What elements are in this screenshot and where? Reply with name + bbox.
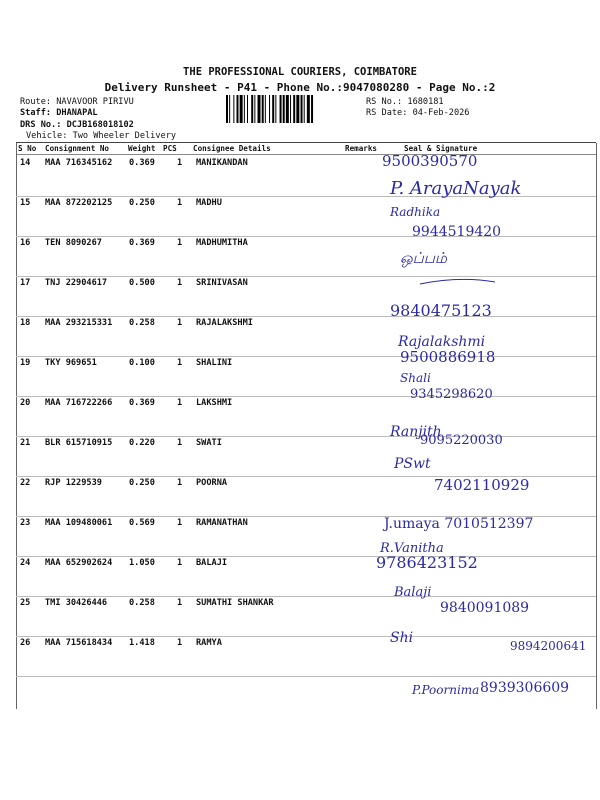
row-consignment-no: MAA 293215331 — [45, 318, 113, 328]
handwritten-phone: 9500390570 — [382, 152, 478, 170]
row-weight: 0.250 — [129, 198, 155, 208]
handwritten-phone: 9944519420 — [412, 224, 502, 240]
row-sno: 21 — [20, 438, 31, 448]
barcode-bar — [296, 95, 299, 123]
row-consignment-no: MAA 652902624 — [45, 558, 113, 568]
col-sno: S No — [18, 144, 37, 153]
row-pcs: 1 — [177, 558, 183, 568]
row-pcs: 1 — [177, 158, 183, 168]
row-sno: 17 — [20, 278, 31, 288]
route-label: Route: NAVAVOOR PIRIVU — [20, 97, 134, 107]
row-consignee-name: POORNA — [196, 478, 228, 488]
handwritten-signatures — [360, 148, 600, 708]
row-pcs: 1 — [177, 358, 183, 368]
scribble-mark — [420, 279, 495, 284]
row-sno: 25 — [20, 598, 31, 608]
row-consignment-no: MAA 109480061 — [45, 518, 113, 528]
row-sno: 20 — [20, 398, 31, 408]
barcode-bar — [280, 95, 282, 123]
row-weight: 0.100 — [129, 358, 155, 368]
row-sno: 19 — [20, 358, 31, 368]
col-weight: Weight — [128, 144, 156, 153]
barcode-bar — [290, 95, 291, 123]
handwritten-signature: Balaji — [394, 585, 432, 600]
barcode-bar — [247, 95, 248, 123]
barcode-bar — [301, 95, 303, 123]
row-consignee-name: SHALINI — [196, 358, 233, 368]
row-weight: 0.369 — [129, 158, 155, 168]
row-weight: 1.050 — [129, 558, 155, 568]
row-pcs: 1 — [177, 518, 183, 528]
row-consignment-no: RJP 1229539 — [45, 478, 102, 488]
barcode-bar — [258, 95, 261, 123]
row-consignee-name: MANIKANDAN — [196, 158, 248, 168]
row-weight: 0.258 — [129, 598, 155, 608]
row-weight: 0.220 — [129, 438, 155, 448]
col-consignee: Consignee Details — [193, 144, 271, 153]
barcode-bar — [307, 95, 310, 123]
handwritten-text: J.umaya 7010512397 — [384, 516, 534, 532]
row-weight: 0.500 — [129, 278, 155, 288]
barcode-bar — [229, 95, 230, 123]
handwritten-phone: 9345298620 — [410, 387, 493, 402]
row-consignment-no: TEN 8090267 — [45, 238, 102, 248]
row-sno: 14 — [20, 158, 31, 168]
row-pcs: 1 — [177, 478, 183, 488]
handwritten-signature: Shi — [390, 630, 414, 646]
row-sno: 18 — [20, 318, 31, 328]
barcode-bar — [275, 95, 276, 123]
row-consignment-no: TKY 969651 — [45, 358, 97, 368]
col-seal: Seal & Signature — [404, 144, 478, 153]
row-consignee-name: MADHUMITHA — [196, 238, 248, 248]
handwritten-phone: 9894200641 — [510, 639, 587, 653]
handwritten-phone: 9095220030 — [420, 433, 503, 448]
handwritten-signature: Rajalakshmi — [398, 334, 486, 350]
row-consignment-no: MAA 716345162 — [45, 158, 113, 168]
barcode-bar — [311, 95, 313, 123]
barcode-graphic — [226, 95, 362, 123]
handwritten-phone: 9840091089 — [440, 600, 530, 616]
barcode-bar — [272, 95, 274, 123]
col-consignment: Consignment No — [45, 144, 110, 153]
row-consignment-no: MAA 716722266 — [45, 398, 113, 408]
barcode-bar — [254, 95, 255, 123]
row-consignment-no: MAA 872202125 — [45, 198, 113, 208]
row-weight: 0.369 — [129, 398, 155, 408]
barcode-bar — [251, 95, 253, 123]
row-consignment-no: TMI 30426446 — [45, 598, 108, 608]
barcode-bar — [237, 95, 239, 123]
handwritten-signature: Radhika — [390, 205, 441, 219]
row-consignment-no: MAA 715618434 — [45, 638, 113, 648]
row-pcs: 1 — [177, 398, 183, 408]
handwritten-phone: 9500886918 — [400, 348, 496, 366]
runsheet-title: Delivery Runsheet - P41 - Phone No.:9047080280 - Page No.:2 — [104, 81, 496, 94]
barcode-bar — [226, 95, 228, 123]
handwritten-signature: Ranjith — [390, 424, 442, 440]
row-sno: 26 — [20, 638, 31, 648]
barcode-bar — [244, 95, 245, 123]
row-consignee-name: RAJALAKSHMI — [196, 318, 253, 328]
row-consignee-name: SUMATHI SHANKAR — [196, 598, 274, 608]
handwritten-phone: 7402110929 — [434, 476, 530, 494]
row-weight: 0.258 — [129, 318, 155, 328]
vehicle-label: Vehicle: Two Wheeler Delivery — [26, 131, 177, 141]
handwritten-phone: 9840475123 — [390, 301, 492, 320]
staff-label: Staff: DHANAPAL — [20, 108, 98, 118]
row-consignment-no: BLR 615710915 — [45, 438, 113, 448]
handwritten-signature: R.Vanitha — [380, 541, 444, 556]
row-sno: 22 — [20, 478, 31, 488]
barcode-bar — [240, 95, 243, 123]
row-consignee-name: SWATI — [196, 438, 222, 448]
handwritten-signature: P. ArayaNayak — [390, 178, 522, 199]
row-consignee-name: BALAJI — [196, 558, 228, 568]
row-sno: 24 — [20, 558, 31, 568]
row-pcs: 1 — [177, 318, 183, 328]
row-pcs: 1 — [177, 598, 183, 608]
barcode-bar — [262, 95, 264, 123]
barcode-bar — [304, 95, 305, 123]
row-weight: 0.250 — [129, 478, 155, 488]
row-pcs: 1 — [177, 238, 183, 248]
row-sno: 23 — [20, 518, 31, 528]
barcode-bar — [283, 95, 285, 123]
col-pcs: PCS — [163, 144, 177, 153]
handwritten-phone: 8939306609 — [480, 680, 570, 696]
row-consignee-name: SRINIVASAN — [196, 278, 248, 288]
row-sno: 15 — [20, 198, 31, 208]
rs-number: RS No.: 1680181 — [366, 97, 444, 107]
row-pcs: 1 — [177, 278, 183, 288]
handwritten-signature: PSwt — [394, 456, 431, 472]
barcode-bar — [293, 95, 295, 123]
barcode-bar — [233, 95, 234, 123]
col-remarks: Remarks — [345, 144, 378, 153]
handwritten-signature: Shali — [400, 371, 431, 385]
handwritten-signature: ஒப்பம் — [400, 249, 447, 267]
table-top-rule — [16, 142, 596, 143]
row-weight: 1.418 — [129, 638, 155, 648]
row-pcs: 1 — [177, 198, 183, 208]
barcode-bar — [286, 95, 289, 123]
row-weight: 0.369 — [129, 238, 155, 248]
row-consignee-name: RAMANATHAN — [196, 518, 248, 528]
barcode-bar — [269, 95, 270, 123]
rs-date: RS Date: 04-Feb-2026 — [366, 108, 470, 118]
row-pcs: 1 — [177, 638, 183, 648]
row-consignee-name: LAKSHMI — [196, 398, 233, 408]
drs-label: DRS No.: DCJB168018102 — [20, 120, 134, 130]
row-consignee-name: MADHU — [196, 198, 222, 208]
company-title: THE PROFESSIONAL COURIERS, COIMBATORE — [183, 66, 417, 78]
row-consignment-no: TNJ 22904617 — [45, 278, 108, 288]
handwritten-signature: P.Poornima — [412, 683, 480, 697]
row-weight: 0.569 — [129, 518, 155, 528]
barcode-bar — [265, 95, 266, 123]
row-consignee-name: RAMYA — [196, 638, 222, 648]
handwritten-phone: 9786423152 — [376, 553, 478, 572]
row-pcs: 1 — [177, 438, 183, 448]
row-sno: 16 — [20, 238, 31, 248]
